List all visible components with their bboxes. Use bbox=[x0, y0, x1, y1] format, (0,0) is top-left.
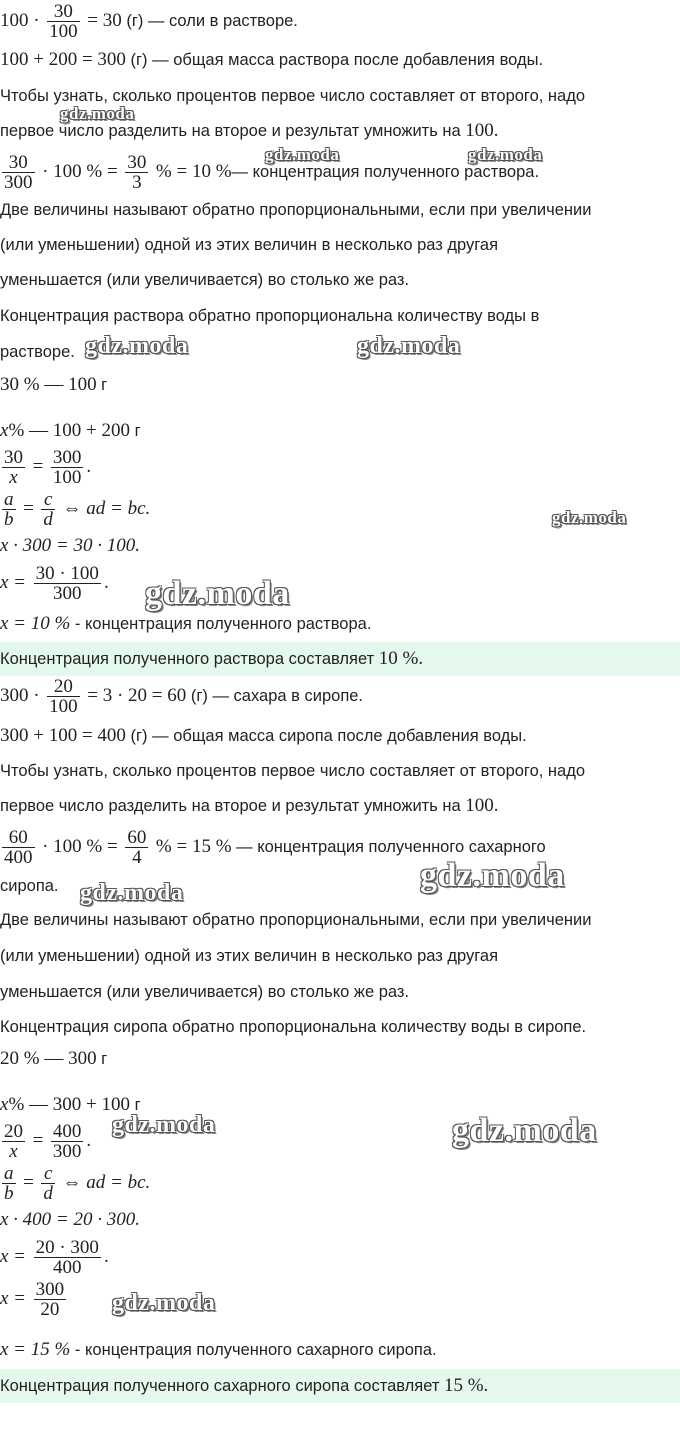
solution-line bbox=[0, 1210, 680, 1230]
math-expression: . bbox=[86, 1129, 92, 1151]
math-expression: x = bbox=[0, 571, 27, 593]
math-expression: x = bbox=[0, 1245, 27, 1267]
math-expression: 20 % — 300 bbox=[0, 1048, 97, 1069]
solution-line: Две величины называют обратно пропорциональными, если при увеличении bbox=[0, 201, 592, 219]
solution-line: сиропа. bbox=[0, 877, 59, 895]
solution-line: Концентрация раствора обратно пропорциональна количеству воды в bbox=[0, 307, 540, 325]
fraction bbox=[2, 153, 35, 192]
line-text: первое число разделить на второе и результат умножить на bbox=[0, 122, 466, 140]
denominator: 400 bbox=[53, 1257, 82, 1278]
line-text: г bbox=[96, 1050, 108, 1068]
numerator: 30 bbox=[47, 2, 80, 22]
math-expression: 300 · bbox=[0, 684, 40, 706]
math-expression: 100. bbox=[465, 120, 499, 141]
math-expression: % — 300 + 100 bbox=[8, 1094, 130, 1115]
numerator: c bbox=[41, 1164, 55, 1184]
line-text: первое число разделить на второе и результат умножить на bbox=[0, 797, 466, 815]
denominator: x bbox=[9, 467, 18, 488]
solution-line bbox=[0, 796, 680, 816]
solution-line bbox=[0, 828, 680, 867]
solution-line: уменьшается (или увеличивается) во столько же раз. bbox=[0, 271, 410, 289]
denominator: d bbox=[43, 509, 53, 530]
math-expression: = bbox=[23, 497, 34, 519]
math-expression: 300 + 100 = 400 bbox=[0, 725, 126, 746]
solution-line: Две величины называют обратно пропорциональными, если при увеличении bbox=[0, 911, 592, 929]
watermark-logo: gdz.moda bbox=[265, 145, 340, 164]
fraction bbox=[2, 490, 16, 529]
denominator: b bbox=[4, 509, 14, 530]
math-expression: 100. bbox=[465, 795, 499, 816]
line-text: (г) — сахара в сиропе. bbox=[186, 686, 364, 705]
denominator: 300 bbox=[4, 172, 33, 193]
denominator: 400 bbox=[4, 847, 33, 868]
solution-line bbox=[0, 1280, 680, 1319]
math-expression: · 100 % = bbox=[42, 835, 118, 857]
numerator: 60 bbox=[127, 827, 147, 848]
numerator: 400 bbox=[52, 1121, 82, 1142]
line-text: (г) — соли в растворе. bbox=[121, 11, 298, 30]
fraction bbox=[34, 564, 101, 603]
math-expression: 100 · bbox=[0, 9, 40, 31]
watermark-logo: gdz.moda bbox=[112, 1112, 216, 1138]
solution-line bbox=[0, 536, 680, 556]
math-expression: = 3 · 20 = 60 bbox=[87, 684, 187, 706]
math-expression: x = bbox=[0, 1287, 27, 1309]
line-text: — концентрация полученного сахарного bbox=[236, 837, 546, 856]
solution-line bbox=[0, 564, 680, 603]
solution-line: Концентрация сиропа обратно пропорциональна количеству воды в сиропе. bbox=[0, 1018, 587, 1036]
numerator: c bbox=[41, 490, 55, 510]
watermark-logo: gdz.moda bbox=[80, 880, 184, 906]
line-text: г bbox=[129, 1096, 141, 1114]
solution-line: Чтобы узнать, сколько процентов первое число составляет от второго, надо bbox=[0, 762, 586, 780]
math-expression: x = 10 % bbox=[0, 613, 71, 634]
watermark-logo: gdz.moda bbox=[85, 333, 189, 359]
denominator: 3 bbox=[132, 172, 142, 193]
denominator: 20 bbox=[40, 1299, 60, 1320]
numerator: 20 bbox=[47, 677, 80, 697]
fraction bbox=[41, 1164, 55, 1203]
watermark-logo: gdz.moda bbox=[60, 104, 135, 123]
fraction bbox=[34, 1238, 101, 1277]
math-expression: 30 % — 100 bbox=[0, 374, 97, 395]
numerator: 20 bbox=[4, 1121, 23, 1142]
math-expression: . bbox=[103, 571, 109, 593]
watermark-logo: gdz.moda bbox=[468, 145, 543, 164]
line-text: г bbox=[129, 422, 141, 440]
solution-line bbox=[0, 1164, 680, 1203]
solution-line bbox=[0, 121, 680, 141]
fraction bbox=[125, 153, 148, 192]
denominator: 100 bbox=[52, 467, 82, 488]
solution-line bbox=[0, 153, 680, 192]
watermark-logo: gdz.moda bbox=[112, 1290, 216, 1316]
watermark-logo: gdz.moda bbox=[552, 508, 627, 527]
denominator: x bbox=[9, 1141, 18, 1162]
fraction bbox=[34, 1280, 67, 1319]
numerator: a bbox=[4, 1163, 14, 1184]
solution-line: (или уменьшении) одной из этих величин в несколько раз другая bbox=[0, 236, 499, 254]
math-expression: % = 15 % bbox=[155, 835, 232, 857]
solution-line bbox=[0, 375, 680, 395]
denominator: d bbox=[43, 1183, 53, 1204]
math-expression: x = 15 % bbox=[0, 1339, 71, 1360]
watermark-logo: gdz.moda bbox=[420, 857, 565, 894]
math-expression: ⇔ ad = bc. bbox=[62, 1171, 151, 1193]
solution-line bbox=[0, 1238, 680, 1277]
math-expression: . bbox=[103, 1245, 109, 1267]
solution-line: Чтобы узнать, сколько процентов первое число составляет от второго, надо bbox=[0, 87, 586, 105]
answer-box bbox=[0, 642, 680, 676]
numerator: 300 bbox=[35, 1279, 65, 1300]
watermark-logo: gdz.moda bbox=[452, 1112, 597, 1149]
answer-text: Концентрация полученного сахарного сиропа составляет bbox=[0, 1377, 444, 1395]
denominator: 4 bbox=[132, 847, 142, 868]
fraction bbox=[2, 1122, 25, 1161]
numerator: 60 bbox=[2, 828, 35, 848]
watermark-logo: gdz.moda bbox=[357, 333, 461, 359]
numerator: 20 · 300 bbox=[35, 1237, 99, 1258]
fraction bbox=[51, 448, 84, 487]
numerator: 30 bbox=[4, 447, 23, 468]
math-expression: % = 10 % bbox=[155, 160, 232, 182]
fraction bbox=[41, 490, 55, 529]
fraction bbox=[47, 2, 80, 41]
math-expression: x · 400 = 20 · 300. bbox=[0, 1209, 141, 1230]
fraction bbox=[2, 448, 25, 487]
solution-line bbox=[0, 677, 680, 716]
denominator: 300 bbox=[53, 583, 82, 604]
fraction bbox=[125, 828, 148, 867]
numerator: 30 bbox=[2, 153, 35, 173]
solution-line: растворе. bbox=[0, 343, 75, 361]
math-expression: x · 300 = 30 · 100. bbox=[0, 535, 141, 556]
solution-line bbox=[0, 614, 680, 634]
denominator: 100 bbox=[49, 21, 78, 42]
numerator: 300 bbox=[52, 447, 82, 468]
solution-line: уменьшается (или увеличивается) во столько же раз. bbox=[0, 983, 410, 1001]
line-text: — концентрация полученного раствора. bbox=[231, 162, 540, 181]
answer-value: 10 %. bbox=[378, 648, 424, 669]
math-expression: = 30 bbox=[87, 9, 122, 31]
numerator: 30 bbox=[127, 152, 147, 173]
numerator: a bbox=[4, 489, 14, 510]
math-expression: ⇔ ad = bc. bbox=[62, 497, 151, 519]
solution-line bbox=[0, 1340, 680, 1360]
line-text: - концентрация полученного раствора. bbox=[70, 615, 372, 633]
numerator: 30 · 100 bbox=[35, 563, 99, 584]
watermark-logo: gdz.moda bbox=[145, 575, 290, 612]
answer-value: 15 %. bbox=[443, 1375, 489, 1396]
math-expression: . bbox=[86, 455, 92, 477]
fraction bbox=[2, 1164, 16, 1203]
line-text: (г) — общая масса сиропа после добавления воды. bbox=[125, 727, 527, 745]
solution-line bbox=[0, 2, 680, 41]
solution-line bbox=[0, 1049, 680, 1069]
line-text: г bbox=[96, 376, 108, 394]
solution-line bbox=[0, 448, 680, 487]
solution-line bbox=[0, 726, 680, 746]
fraction bbox=[47, 677, 80, 716]
line-text: (г) — общая масса раствора после добавления воды. bbox=[125, 51, 544, 69]
denominator: 300 bbox=[52, 1141, 82, 1162]
denominator: b bbox=[4, 1183, 14, 1204]
math-expression: % — 100 + 200 bbox=[8, 420, 130, 441]
fraction bbox=[2, 828, 35, 867]
math-expression: = bbox=[23, 1171, 34, 1193]
math-expression: = bbox=[32, 455, 44, 477]
answer-text: Концентрация полученного раствора составляет bbox=[0, 650, 379, 668]
math-expression: = bbox=[32, 1129, 44, 1151]
fraction bbox=[51, 1122, 84, 1161]
solution-line bbox=[0, 421, 680, 441]
math-variable: x bbox=[0, 420, 9, 441]
solution-line bbox=[0, 50, 680, 70]
line-text: - концентрация полученного сахарного сиропа. bbox=[70, 1341, 437, 1359]
math-variable: x bbox=[0, 1094, 9, 1115]
solution-line: (или уменьшении) одной из этих величин в несколько раз другая bbox=[0, 947, 499, 965]
math-expression: · 100 % = bbox=[42, 160, 118, 182]
math-expression: 100 + 200 = 300 bbox=[0, 49, 126, 70]
denominator: 100 bbox=[49, 696, 78, 717]
answer-box bbox=[0, 1369, 680, 1403]
